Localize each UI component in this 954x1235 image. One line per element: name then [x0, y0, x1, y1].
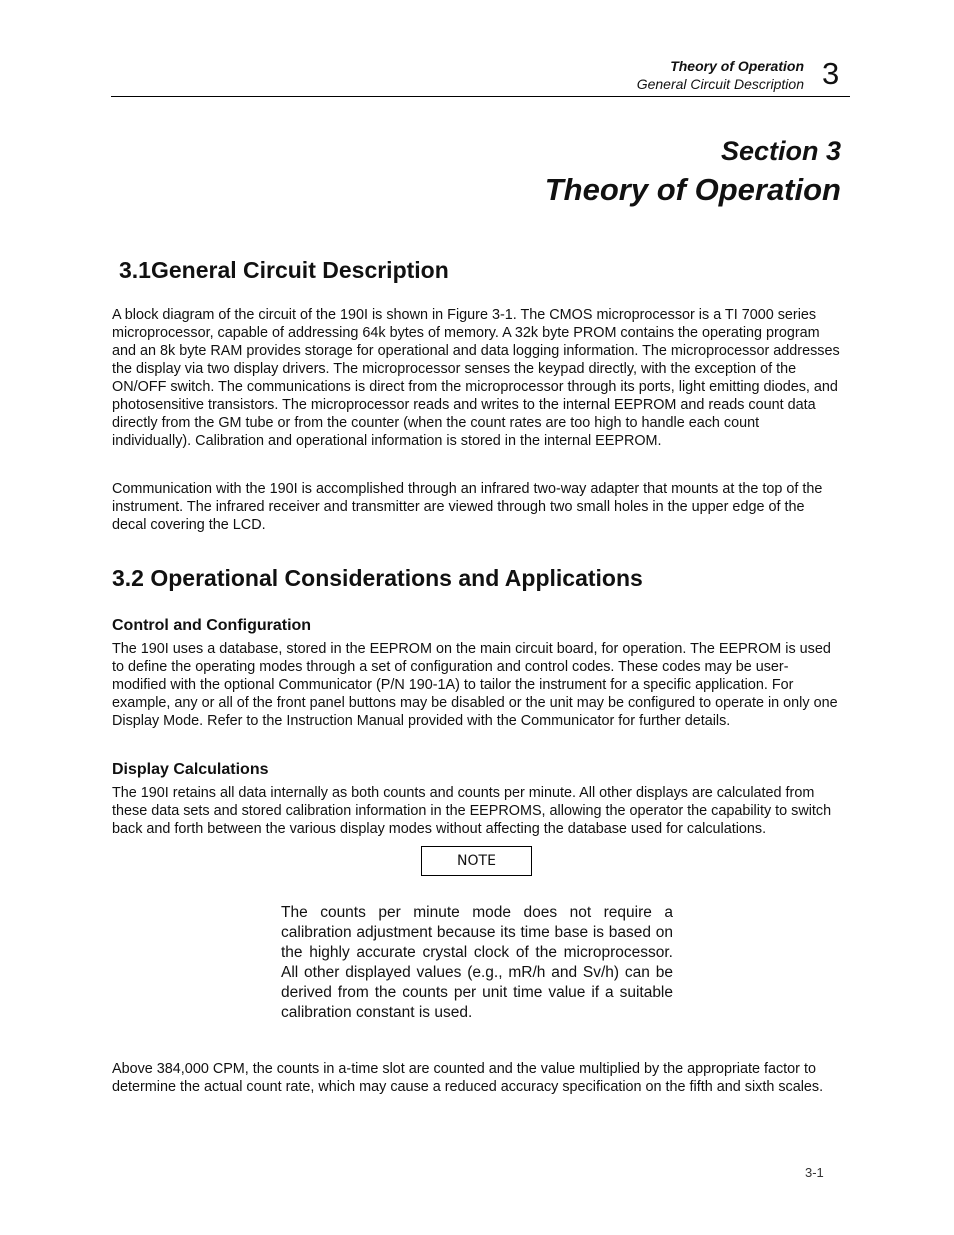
- heading-3-1: 3.1General Circuit Description: [119, 257, 449, 283]
- running-header-title: Theory of Operation: [670, 58, 804, 74]
- section-label: Section 3: [720, 136, 841, 166]
- chapter-number: 3: [822, 56, 840, 91]
- running-header-subtitle: General Circuit Description: [636, 76, 804, 92]
- paragraph-circuit-description: A block diagram of the circuit of the 190I is shown in Figure 3-1. The CMOS microprocessor is a TI 7000 series microprocessor, capable of addressing 64k bytes of memory. A 32k byte PROM contains the operating program and an 8k byte RAM provides storage for operational and data logging information. The microprocessor addresses the display via two display drivers. The microprocessor senses the keypad directly, with the exception of the ON/OFF switch. The communications is direct from the microprocessor through its ports, light emitting diodes, and photosensitive transistors. The microprocessor reads and writes to the internal EEPROM and reads count data directly from the GM tube or from the counter (when the count rates are too high to handle each count individually). Calibration and operational information is stored in the internal EEPROM.: [112, 307, 840, 449]
- note-text: The counts per minute mode does not require a calibration adjustment because its time base is based on the highly accurate crystal clock of the microprocessor. All other displayed values (e.g., mR/h and Sv/h) can be derived from the counts per unit time value if a suitable calibration constant is used.: [281, 904, 673, 1021]
- subheading-display-calculations: Display Calculations: [112, 761, 269, 778]
- note-label-box: NOTE: [421, 846, 532, 876]
- heading-3-2: 3.2 Operational Considerations and Applications: [112, 565, 643, 591]
- header-rule: [111, 96, 850, 97]
- subheading-control-configuration: Control and Configuration: [112, 617, 312, 634]
- paragraph-display-calculations: The 190I retains all data internally as both counts and counts per minute. All other displays are calculated from these data sets and stored calibration information in the EEPROMS, allowing the operator the capability to switch back and forth between the various display modes without affecting the database used for calculations.: [112, 785, 832, 837]
- paragraph-high-count-rates: Above 384,000 CPM, the counts in a-time slot are counted and the value multiplied by the appropriate factor to determine the actual count rate, which may cause a reduced accuracy specification on the fifth and sixth scales.: [112, 1061, 824, 1095]
- paragraph-communication: Communication with the 190I is accomplished through an infrared two-way adapter that mounts at the top of the instrument. The infrared receiver and transmitter are viewed through two small holes in the upper edge of the decal covering the LCD.: [112, 481, 823, 533]
- page-number: 3-1: [805, 1165, 824, 1180]
- paragraph-control-configuration: The 190I uses a database, stored in the EEPROM on the main circuit board, for operation. The EEPROM is used to define the operating modes through a set of configuration and control codes. These codes may be user-modified with the optional Communicator (P/N 190-1A) to tailor the instrument for a specific application. For example, any or all of the front panel buttons may be disabled or the unit may be configured to operate in only one Display Mode. Refer to the Instruction Manual provided with the Communicator for further details.: [112, 641, 838, 729]
- section-title: Theory of Operation: [544, 172, 841, 207]
- running-header: [637, 57, 804, 93]
